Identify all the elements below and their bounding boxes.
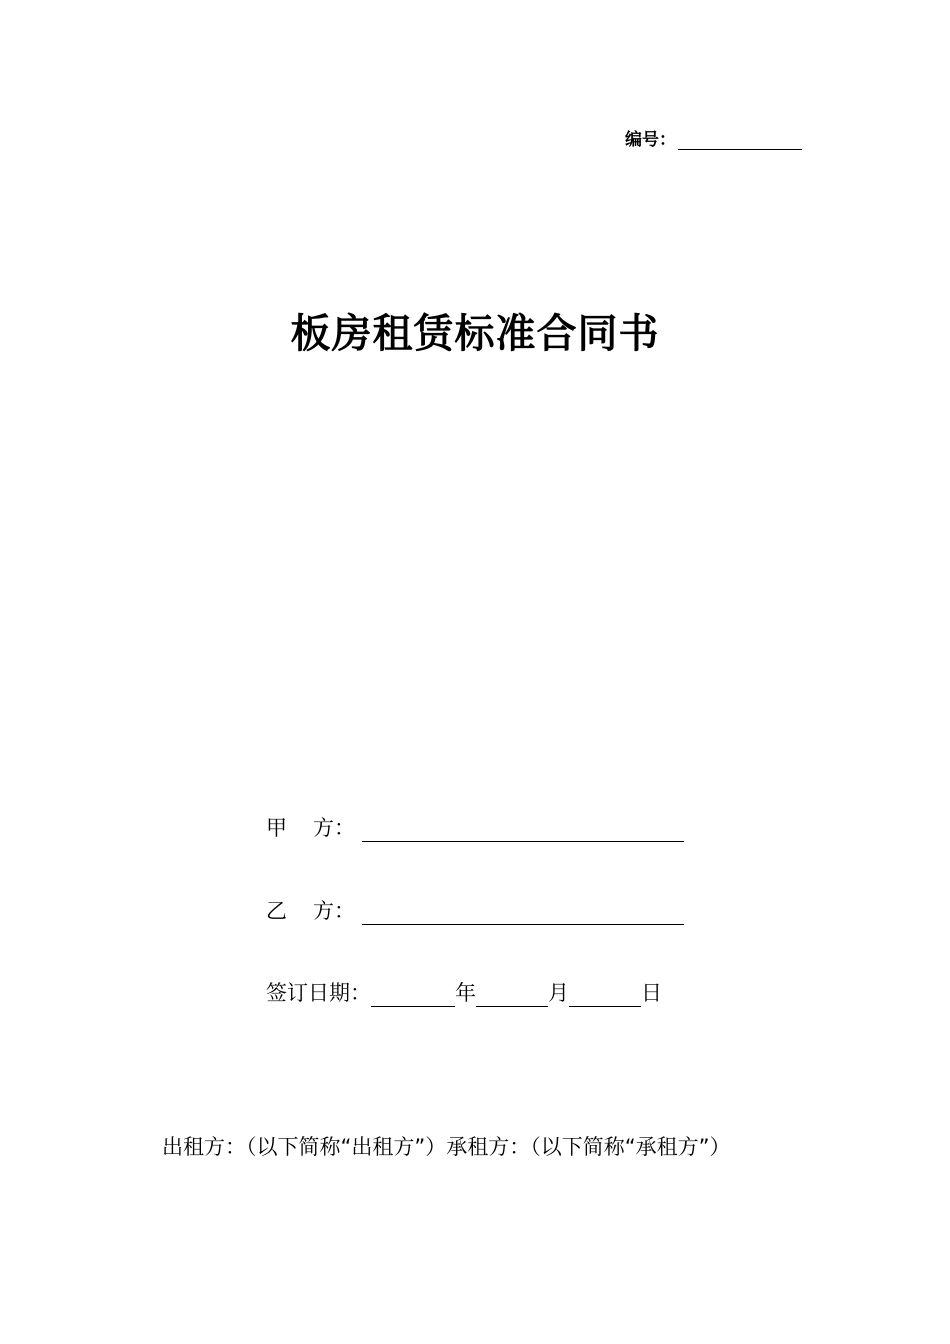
year-label: 年: [455, 981, 476, 1005]
sign-date-label: 签订日期：: [266, 981, 371, 1005]
day-label: 日: [641, 981, 662, 1005]
party-b-label-char: 乙: [266, 899, 287, 923]
year-blank: [371, 982, 455, 1007]
party-a-label-char: 甲: [266, 816, 287, 840]
party-b-label: [266, 895, 362, 925]
contract-number-label: 编号：: [625, 130, 676, 150]
month-blank: [476, 982, 548, 1007]
party-b-blank: [362, 900, 684, 925]
party-b-row: [266, 895, 684, 925]
party-a-label: [266, 812, 362, 842]
party-a-row: [266, 812, 684, 842]
month-label: 月: [548, 981, 569, 1005]
party-a-label-suffix: 方：: [313, 816, 355, 840]
intro-paragraph: 出租方：（以下简称“出租方”）承租方：（以下简称“承租方”）: [162, 1135, 731, 1159]
contract-number-blank: [678, 129, 802, 150]
document-title: 板房租赁标准合同书: [290, 310, 660, 357]
party-a-blank: [362, 817, 684, 842]
contract-number: [625, 124, 802, 150]
sign-date-row: [266, 977, 662, 1007]
day-blank: [569, 982, 641, 1007]
party-b-label-suffix: 方：: [313, 899, 355, 923]
